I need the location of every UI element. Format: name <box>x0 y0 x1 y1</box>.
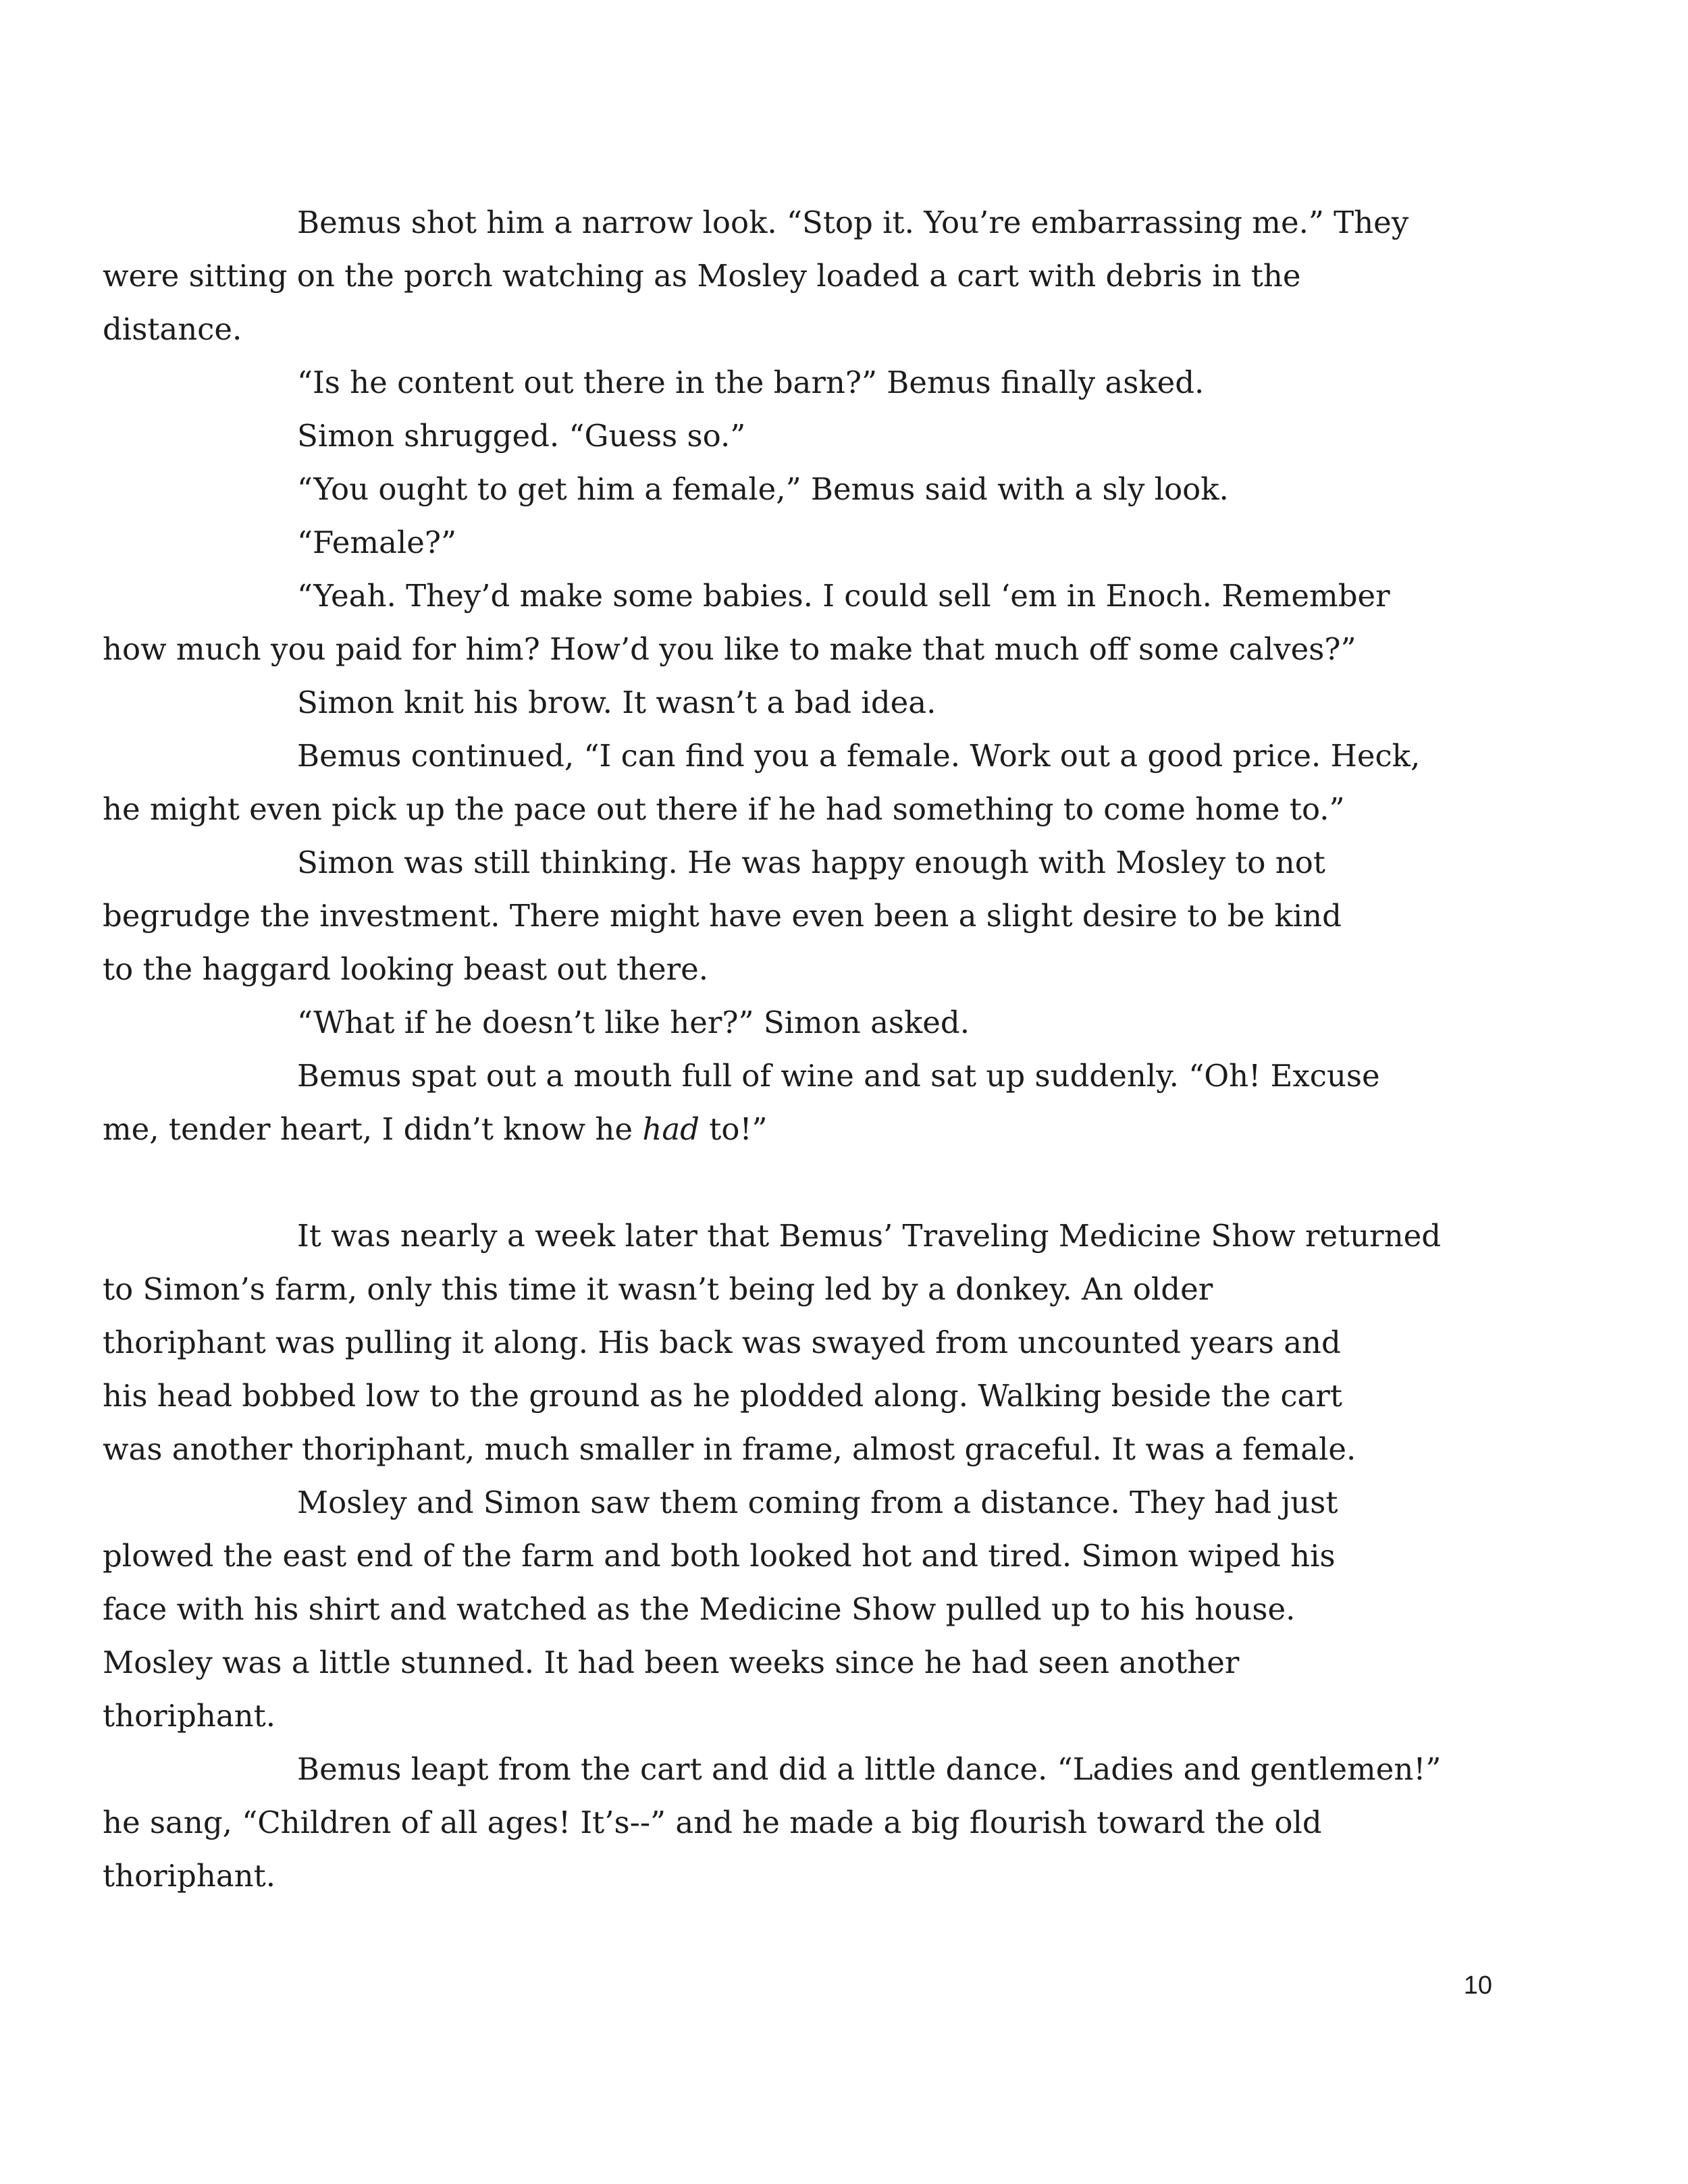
text-line: plowed the east end of the farm and both looked hot and tired. Simon wiped his <box>103 1538 1336 1574</box>
paragraph <box>200 356 1493 409</box>
text-line: thoriphant. <box>103 1698 276 1734</box>
text-line: Mosley and Simon saw them coming from a distance. They had just <box>297 1485 1338 1520</box>
text-line: thoriphant. <box>103 1858 276 1894</box>
text-line: It was nearly a week later that Bemus’ Traveling Medicine Show returned <box>297 1218 1442 1254</box>
text-line: Bemus spat out a mouth full of wine and sat up suddenly. “Oh! Excuse <box>297 1058 1380 1094</box>
text-line: how much you paid for him? How’d you like to make that much off some calves?” <box>103 631 1356 667</box>
text-line: he might even pick up the pace out there if he had something to come home to.” <box>103 791 1345 827</box>
paragraph <box>103 1209 1493 1476</box>
text-line: he sang, “Children of all ages! It’s--” and he made a big flourish toward the old <box>103 1805 1322 1840</box>
text-line: begrudge the investment. There might have even been a slight desire to be kind <box>103 898 1342 934</box>
paragraph <box>103 729 1493 836</box>
paragraph <box>103 1742 1493 1902</box>
text-line: face with his shirt and watched as the Medicine Show pulled up to his house. <box>103 1591 1296 1627</box>
text-line: “Female?” <box>297 525 457 560</box>
text-line: thoriphant was pulling it along. His back was swayed from uncounted years and <box>103 1325 1341 1360</box>
paragraph <box>200 409 1493 462</box>
text-line <box>103 1102 1493 1156</box>
paragraph <box>200 996 1493 1049</box>
text-line: “Yeah. They’d make some babies. I could sell ‘em in Enoch. Remember <box>297 578 1390 614</box>
text-line: Simon shrugged. “Guess so.” <box>297 418 746 454</box>
text-line: distance. <box>103 311 242 347</box>
text-line: Bemus continued, “I can find you a female. Work out a good price. Heck, <box>297 738 1421 774</box>
body-text <box>103 196 1493 1902</box>
text-line: Bemus leapt from the cart and did a little dance. “Ladies and gentlemen!” <box>297 1751 1442 1787</box>
text-line: to Simon’s farm, only this time it wasn’t being led by a donkey. An older <box>103 1271 1213 1307</box>
text-run: to!” <box>699 1111 768 1147</box>
paragraph <box>103 1476 1493 1742</box>
paragraph <box>103 836 1493 996</box>
paragraph <box>200 462 1493 516</box>
text-line: were sitting on the porch watching as Mosley loaded a cart with debris in the <box>103 258 1301 294</box>
text-line: Simon knit his brow. It wasn’t a bad idea. <box>297 685 937 720</box>
text-line: “You ought to get him a female,” Bemus said with a sly look. <box>297 471 1229 507</box>
paragraph <box>103 1049 1493 1156</box>
emphasized-word: had <box>642 1111 700 1147</box>
page-number: 10 <box>1463 1971 1492 2000</box>
text-line: was another thoriphant, much smaller in frame, almost graceful. It was a female. <box>103 1431 1356 1467</box>
text-line: “What if he doesn’t like her?” Simon asked. <box>297 1005 970 1040</box>
paragraph <box>103 196 1493 356</box>
scene-break <box>200 1156 1493 1209</box>
text-line: Mosley was a little stunned. It had been weeks since he had seen another <box>103 1645 1240 1680</box>
text-line: Bemus shot him a narrow look. “Stop it. You’re embarrassing me.” They <box>297 205 1409 240</box>
paragraph <box>103 569 1493 676</box>
paragraph <box>200 516 1493 569</box>
text-line: his head bobbed low to the ground as he plodded along. Walking beside the cart <box>103 1378 1342 1414</box>
text-line: to the haggard looking beast out there. <box>103 951 709 987</box>
text-line: Simon was still thinking. He was happy enough with Mosley to not <box>297 845 1325 880</box>
text-line: “Is he content out there in the barn?” Bemus finally asked. <box>297 365 1205 400</box>
paragraph <box>200 676 1493 729</box>
text-run: me, tender heart, I didn’t know he <box>103 1111 643 1147</box>
